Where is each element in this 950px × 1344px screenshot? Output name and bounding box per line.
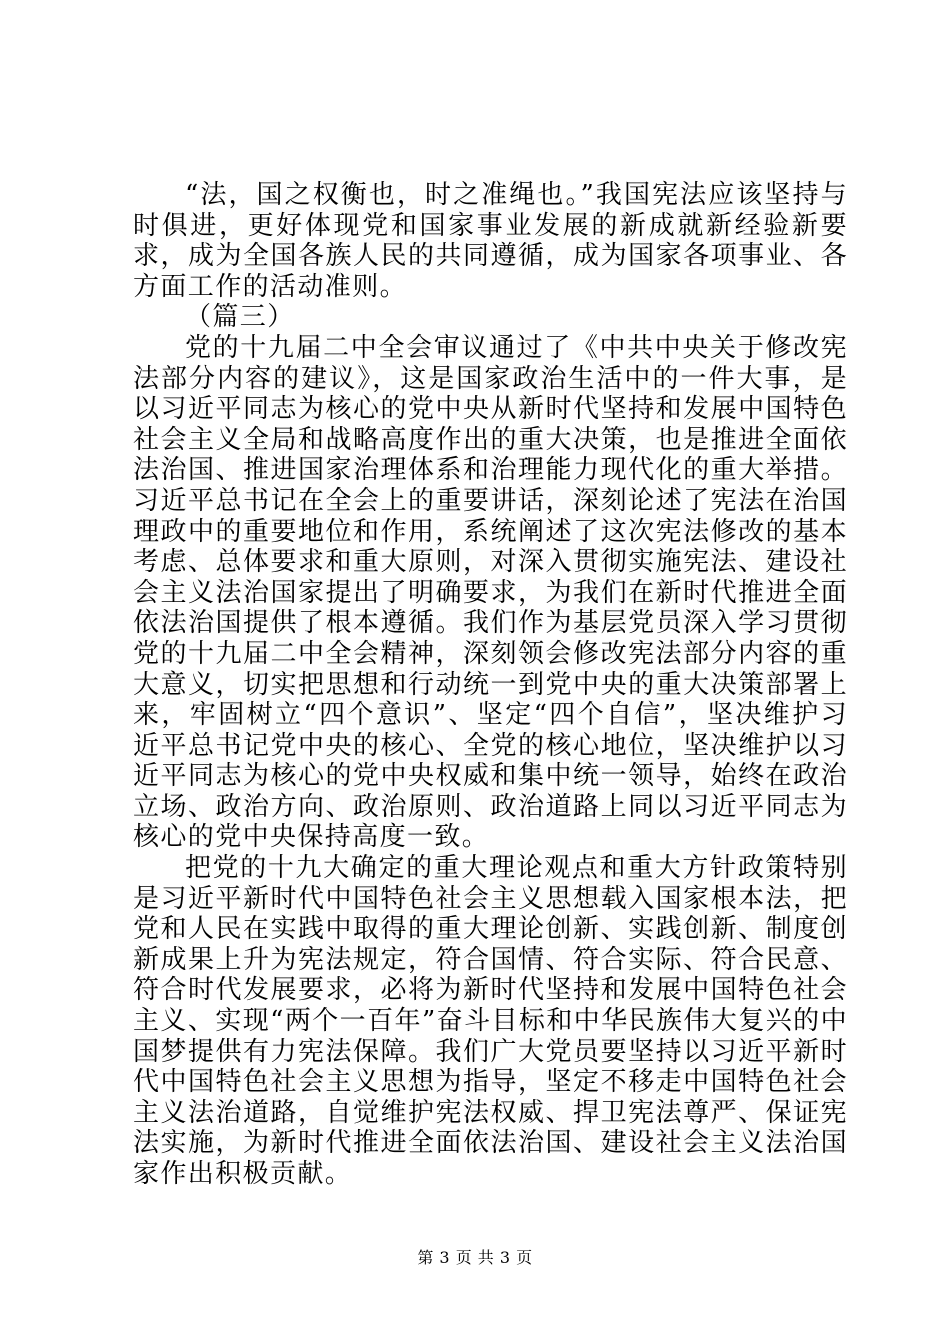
- paragraph-quote: “法，国之权衡也，时之准绳也。”我国宪法应该坚持与时俱进，更好体现党和国家事业发展的新成就新经验新要求，成为全国各族人民的共同遵循，成为国家各项事业、各方面工作的活动准则。: [133, 180, 848, 302]
- paragraph-constitution: 把党的十九大确定的重大理论观点和重大方针政策特别是习近平新时代中国特色社会主义思想载入国家根本法，把党和人民在实践中取得的重大理论创新、实践创新、制度创新成果上升为宪法规定，符合国情、符合实际、符合民意、符合时代发展要求，必将为新时代坚持和发展中国特色社会主义、实现“两个一百年”奋斗目标和中华民族伟大复兴的中国梦提供有力宪法保障。我们广大党员要坚持以习近平新时代中国特色社会主义思想为指导，坚定不移走中国特色社会主义法治道路，自觉维护宪法权威、捍卫宪法尊严、保证宪法实施，为新时代推进全面依法治国、建设社会主义法治国家作出积极贡献。: [133, 853, 848, 1189]
- document-body: [133, 180, 848, 1190]
- page-number-footer: 第 3 页 共 3 页: [417, 1248, 533, 1267]
- section-heading: （篇三）: [185, 302, 295, 333]
- paragraph-plenary: 党的十九届二中全会审议通过了《中共中央关于修改宪法部分内容的建议》，这是国家政治生活中的一件大事，是以习近平同志为核心的党中央从新时代坚持和发展中国特色社会主义全局和战略高度作出的重大决策，也是推进全面依法治国、推进国家治理体系和治理能力现代化的重大举措。习近平总书记在全会上的重要讲话，深刻论述了宪法在治国理政中的重要地位和作用，系统阐述了这次宪法修改的基本考虑、总体要求和重大原则，对深入贯彻实施宪法、建设社会主义法治国家提出了明确要求，为我们在新时代推进全面依法治国提供了根本遵循。我们作为基层党员深入学习贯彻党的十九届二中全会精神，深刻领会修改宪法部分内容的重大意义，切实把思想和行动统一到党中央的重大决策部署上来，牢固树立“四个意识”、坚定“四个自信”，坚决维护习近平总书记党中央的核心、全党的核心地位，坚决维护以习近平同志为核心的党中央权威和集中统一领导，始终在政治立场、政治方向、政治原则、政治道路上同以习近平同志为核心的党中央保持高度一致。: [133, 332, 848, 853]
